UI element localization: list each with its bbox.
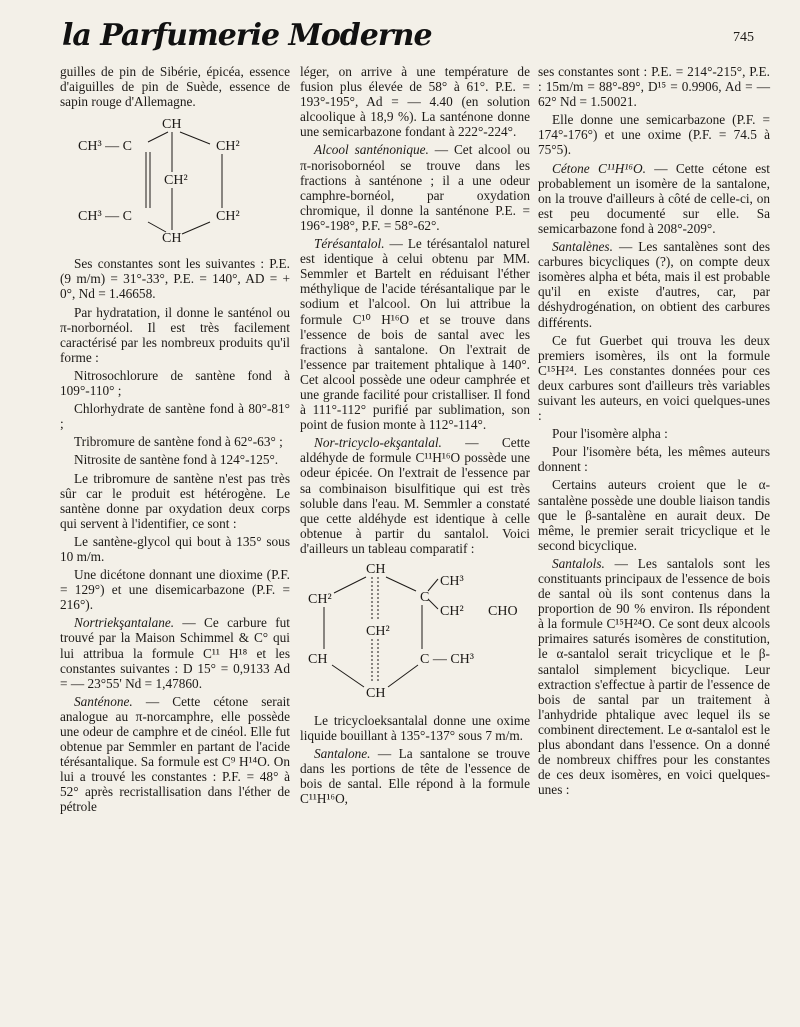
page-number: 745 xyxy=(733,30,754,45)
section-title: Nortriekşantalane. xyxy=(74,615,175,631)
formula-atom: C xyxy=(420,590,430,605)
text-column-2 xyxy=(300,64,530,810)
paragraph-tricyclo-oxime: Le tricycloeksantalal donne une oxime liquide bouillant à 135°-137° sous 7 m/m. xyxy=(300,713,530,744)
formula-bond xyxy=(182,222,210,234)
section-title: Santalone. xyxy=(314,746,371,762)
formula-atom: CH³ — C xyxy=(78,209,132,225)
tricycloeksantalal-structural-formula xyxy=(300,559,530,709)
formula-atom: CH² xyxy=(366,624,390,639)
formula-bond xyxy=(428,579,438,591)
text-column-1 xyxy=(60,64,290,818)
paragraph-chlorhydrate: Chlorhydrate de santène fond à 80°-81° ; xyxy=(60,401,290,432)
formula-bond xyxy=(386,577,416,591)
paragraph-semicarbazone: Elle donne une semicarbazone (P.F. = 174°-176°) et une oxime (P.F. = 74.5 à 75°5). xyxy=(538,112,770,158)
section-title: Santalols. xyxy=(552,555,605,571)
section-text: — Cet alcool ou π-norisobornéol se trouve dans les fractions à santénone ; il a une odeur camphre-bornéol, par oxydation chromique, il donne la santénone P.E. = 196°-198°, P.F. = 58°-62°. xyxy=(300,142,530,233)
paragraph-certains: Certains auteurs croient que le α-santalène possède une double liaison tandis que le β-santalène en aurait deux. De même, le premier serait tricyclique et le second bicyclique. xyxy=(538,477,770,553)
paragraph-alpha: Pour l'isomère alpha : xyxy=(552,426,668,442)
paragraph-teresantalol xyxy=(300,236,530,432)
section-text: — Cette cétone serait analogue au π-norcamphre, elle possède une odeur de camphre et de cinéol. Elle fut obtenue par Semmler en partant de l'acide térésantalique. Sa formule est C⁹ H¹⁴O. On lui a trouvé les constantes : P.F. = 48° à 52° après recristallisation dans l'éther de pétrole xyxy=(60,693,290,815)
paragraph-intro: guilles de pin de Sibérie, épicéa, essence d'aiguilles de pin de Suède, essence de sapin rouge d'Allemagne. xyxy=(60,64,290,110)
formula-atom: CH³ — C xyxy=(78,139,132,155)
section-text: — Cette cétone est probablement un isomère de la santalone, on la trouve d'ailleurs à côté de celle-ci, on est peu documenté sur elle. Sa semicarbazone fond à 208°-209°. xyxy=(538,160,771,236)
paragraph-santalone xyxy=(300,746,530,806)
paragraph-beta: Pour l'isomère béta, les mêmes auteurs donnent : xyxy=(538,444,770,475)
formula-atom: C — CH³ xyxy=(420,652,474,667)
section-title: Cétone C¹¹H¹⁶O. xyxy=(552,160,646,176)
section-text: — Ce carbure fut trouvé par la Maison Schimmel & C° qui lui attribua la formule C¹¹ H¹⁸ et les constantes suivantes : D 15° = 0,9133 Ad = — 23°55' Nd = 1,47860. xyxy=(60,615,290,691)
formula-atom: CH² xyxy=(308,592,332,607)
formula-atom: CH xyxy=(162,117,182,133)
formula-atom: CH xyxy=(366,562,386,577)
formula-bond xyxy=(180,132,210,144)
paragraph-nortriek xyxy=(60,615,290,690)
section-text: — Cette aldéhyde de formule C¹¹H¹⁶O possède une odeur épicée. On l'extrait de l'essence par sa combinaison bisulfitique qui est très soluble dans l'eau. M. Semmler a constaté que cette aldéhyde est identique à celle obtenue à partir du santalol. Voici d'ailleurs un tableau comparatif : xyxy=(300,435,530,556)
formula-atom: CH xyxy=(162,231,182,247)
formula-bond xyxy=(148,222,166,232)
santene-structural-formula xyxy=(60,112,290,252)
section-text: — Les santalènes sont des carbures bicycliques (?), on compte deux isomères alpha et béta, mais il est probable qu'il en existe d'autres, car, par déshydrogénation, on obtient des carbures différents. xyxy=(538,239,770,330)
formula-atom: CH² xyxy=(216,139,240,155)
formula-atom: CH² xyxy=(440,604,464,619)
paragraph-nitrosochlorure: Nitrosochlorure de santène fond à 109°-110° ; xyxy=(60,367,290,399)
paragraph-guerbet: Ce fut Guerbet qui trouva les deux premiers isomères, ils ont la formule C¹⁵H²⁴. Les constantes données pour ces deux carbures sont d'ailleurs très variables suivant les auteurs, en voici quelques-unes : xyxy=(538,332,770,424)
text-column-3 xyxy=(538,64,770,800)
section-title: Térésantalol. xyxy=(314,236,385,252)
formula-bond xyxy=(332,665,364,687)
section-title: Santalènes. xyxy=(552,239,613,255)
paragraph-tribromure: Tribromure de santène fond à 62°-63° ; xyxy=(74,434,283,450)
paragraph-santalenes xyxy=(538,239,770,330)
formula-bond xyxy=(428,599,438,609)
paragraph-cetone xyxy=(538,161,770,236)
paragraph-santalols xyxy=(538,556,770,798)
section-text: — Le térésantalol naturel est identique à celui obtenu par MM. Semmler et Bartelt en réduisant l'éther méthylique de l'acide térésantalique par le sodium et l'alcool. On lui attribue la formule C¹⁰ H¹⁶O et se trouve dans l'essence de bois de santal avec les fractions à santalone. On l'extrait de l'essence par traitement phtalique à 140°. Cet alcool possède une odeur camphrée et une grande facilité pour cristalliser. Il fond à 111°-112° purifié par sublimation, son point de fusion monte à 112°-114°. xyxy=(300,236,530,433)
formula-atom: CH xyxy=(366,686,386,701)
formula-atom: CH³ xyxy=(440,574,464,589)
paragraph-alcool xyxy=(300,142,530,233)
paragraph-nitrosite: Nitrosite de santène fond à 124°-125°. xyxy=(74,452,279,468)
formula-atom: CH xyxy=(308,652,328,667)
section-title: Nor-tricyclo-ekşantalal. xyxy=(314,435,442,451)
paragraph-santenone xyxy=(60,694,290,815)
formula-bond xyxy=(148,132,168,142)
journal-masthead: la Parfumerie Moderne xyxy=(62,18,432,53)
paragraph-continued: léger, on arrive à une température de fusion plus élevée de 58° à 61°. P.E. = 193°-195°, Ad = — 4.40 (en solution alcoolique à 18,9 %). La santénone donne une semicarbazone fondant à 222°-224°. xyxy=(300,64,530,140)
formula-bond xyxy=(334,577,366,593)
formula-bond xyxy=(388,665,418,687)
section-title: Alcool santénonique. xyxy=(314,142,429,158)
paragraph-tribromure-note: Le tribromure de santène n'est pas très sûr car le produit est hétérogène. Le santène donne par oxydation deux corps qui servent à l'identifier, ce sont : xyxy=(60,470,290,531)
section-title: Santénone. xyxy=(74,693,133,709)
paragraph-dicetone: Une dicétone donnant une dioxime (P.F. = 129°) et une disemicarbazone (P.F. = 216°). xyxy=(60,567,290,613)
section-text: — La santalone se trouve dans les portions de tête de l'essence de bois de santal. Elle répond à la formule C¹¹H¹⁶O, xyxy=(300,746,530,807)
paragraph-constants: Ses constantes sont les suivantes : P.E. (9 m/m) = 31°-33°, P.E. = 140°, AD = + 0°, Nd = 1.46658. xyxy=(60,256,290,302)
paragraph-continued: ses constantes sont : P.E. = 214°-215°, P.E. : 15m/m = 88°-89°, D¹⁵ = 0.9906, Ad = —62° Nd = 1.50021. xyxy=(538,64,770,110)
paragraph-nortricyclo xyxy=(300,435,530,556)
paragraph-glycol: Le santène-glycol qui bout à 135° sous 10 m/m. xyxy=(60,533,290,564)
section-text: — Les santalols sont les constituants principaux de l'essence de bois de santal où ils sont contenus dans la proportion de 90 % environ. Ils répondent à la formule C¹⁵H²⁴O. Ce sont deux alcools primaires saturés isomères de constitution, le α-santalol serait tricyclique et le β-santalol simplement bicyclique. Leur extraction s'effectue à partir de l'essence de bois de santal par un traitement à l'anhydride phtalique avec lequel ils se combinent directement. Le α-santalol est le plus abondant dans l'essence. On a donné de nombreux chiffres pour les constantes de ces deux isomères, en voici quelques-unes : xyxy=(538,555,770,798)
paragraph-hydration: Par hydratation, il donne le santénol ou π-norbornéol. Il est très facilement caractérisé par les nombreux produits qu'il forme : xyxy=(60,304,290,365)
formula-atom: CH² xyxy=(216,209,240,225)
formula-atom: CHO xyxy=(488,604,518,619)
formula-atom: CH² xyxy=(164,173,188,189)
